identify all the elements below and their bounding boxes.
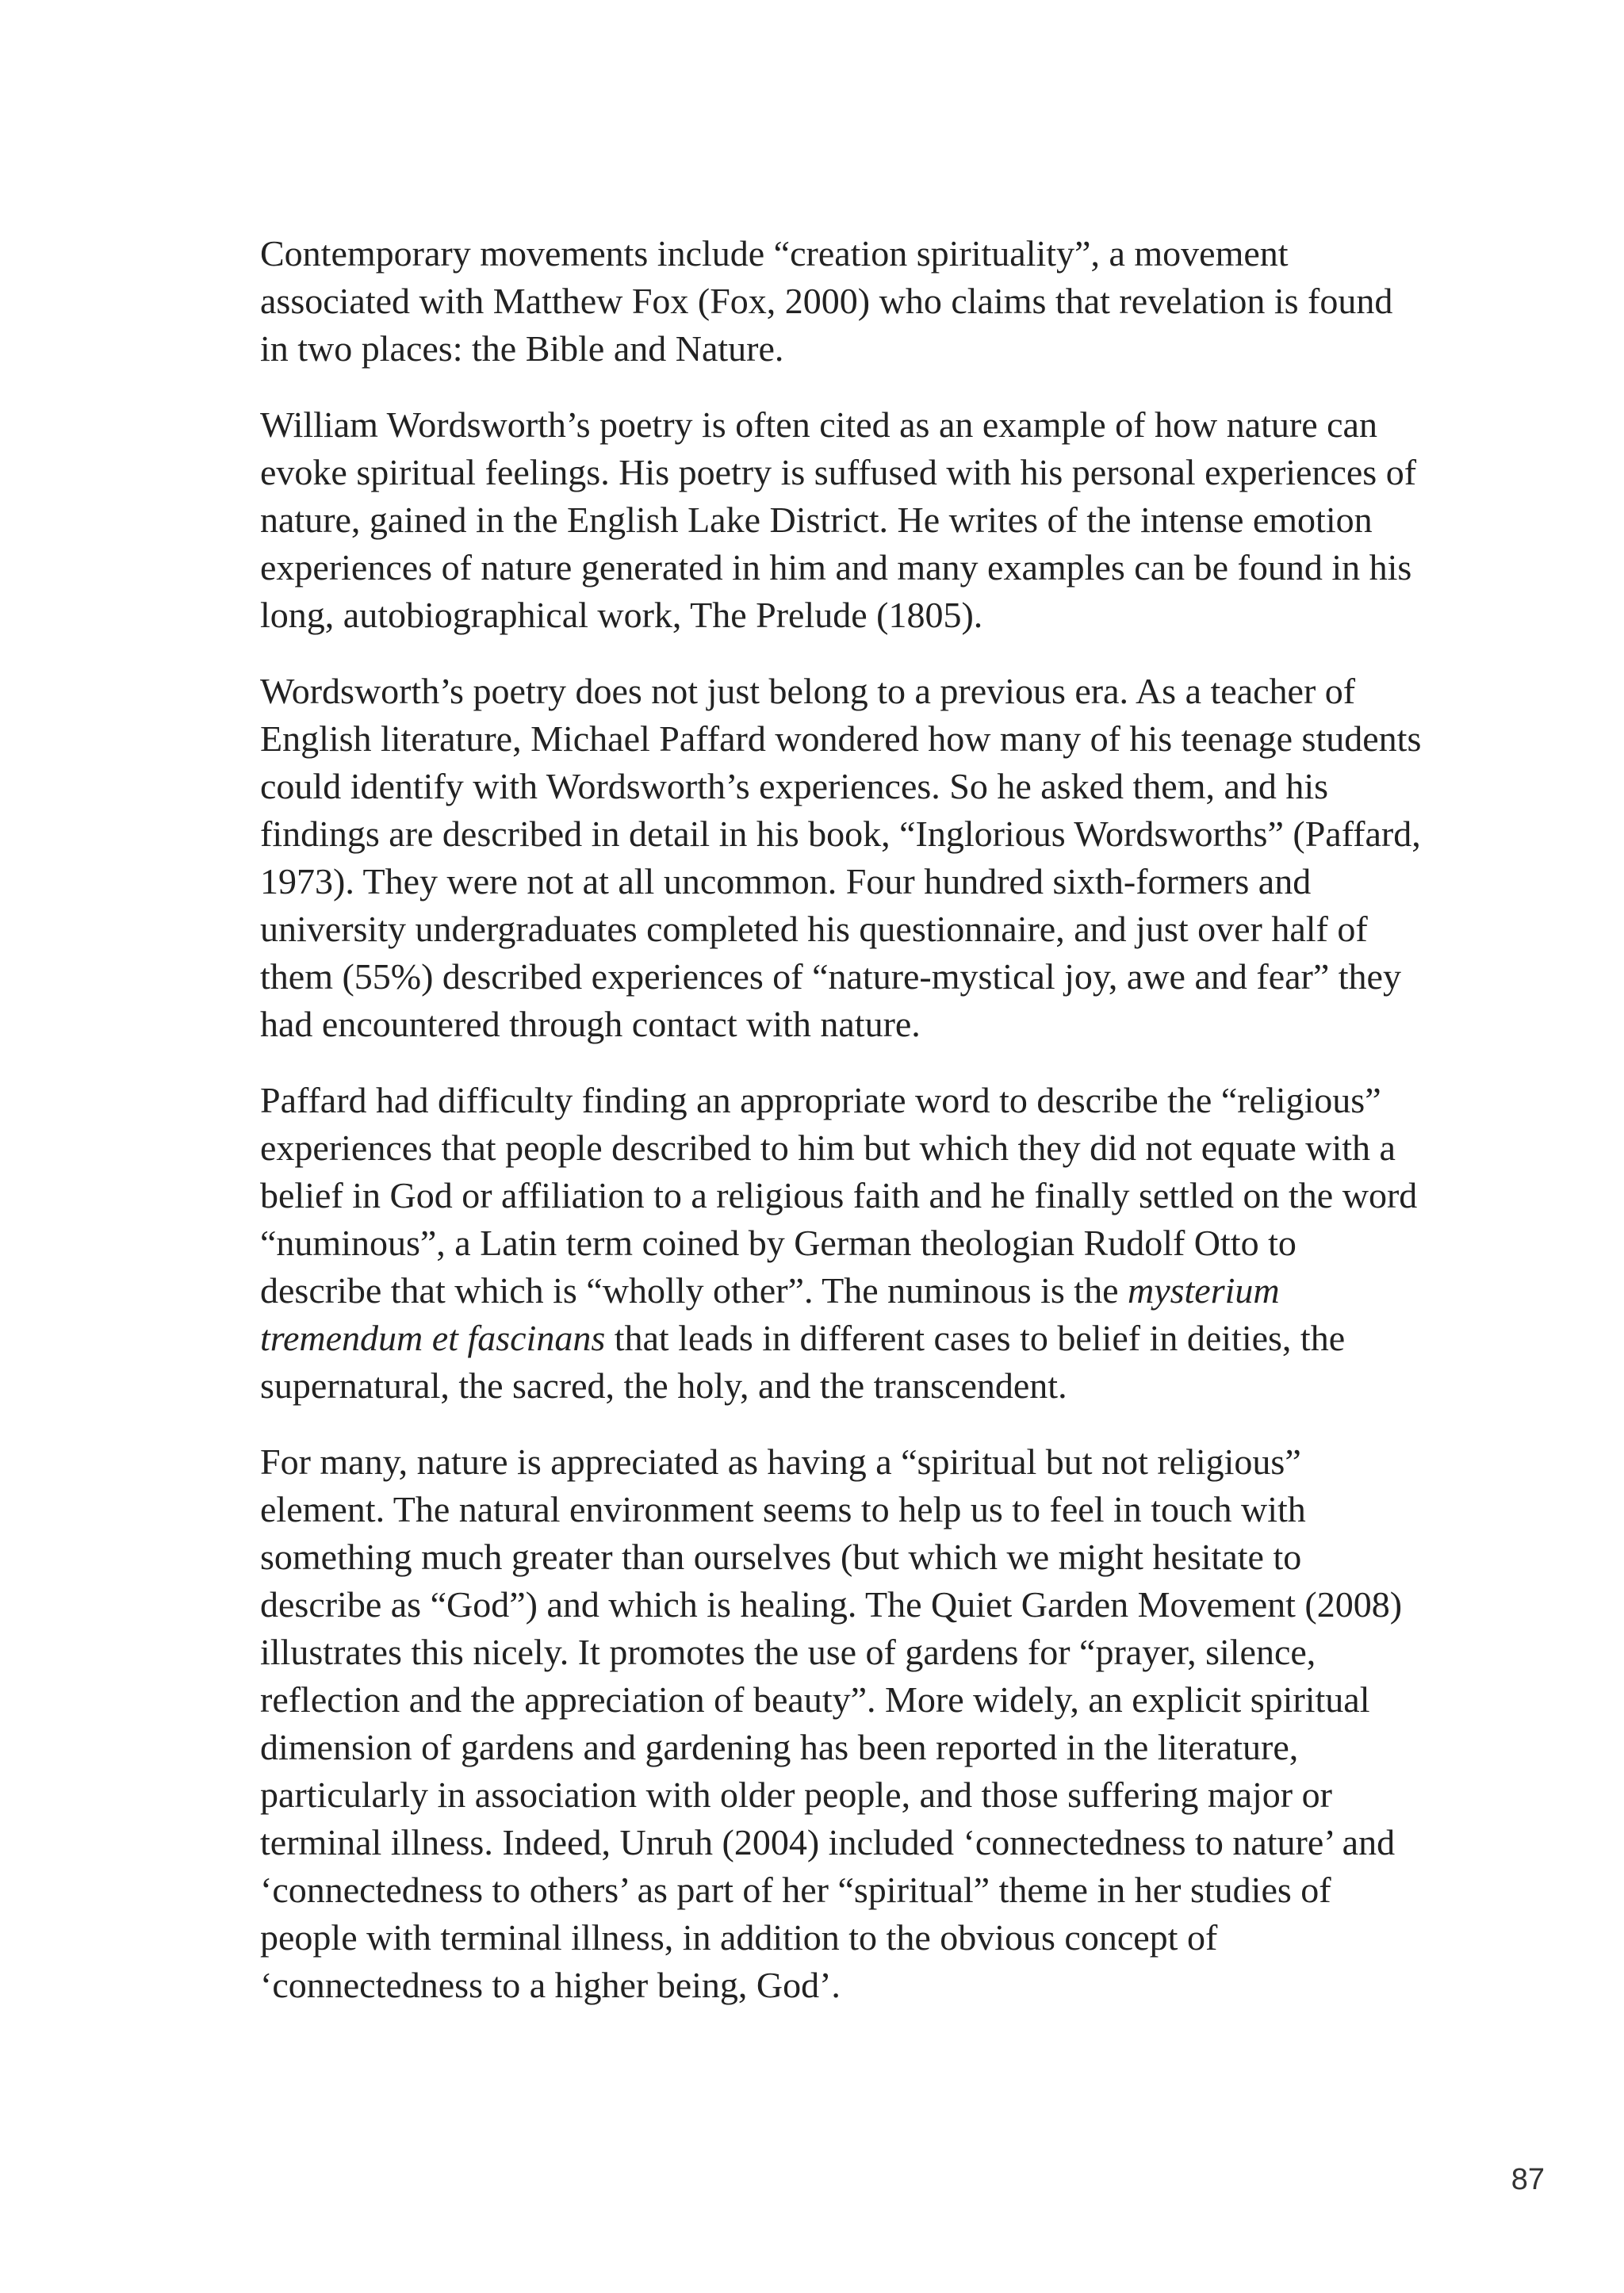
latin-phrase: mysterium tremendum et fascinans [260, 1270, 1280, 1358]
paragraph-paffard-study: Wordsworth’s poetry does not just belong to a previous era. As a teacher of English literature, Michael Paffard wondered how many of his teenage students could identify with Wordsworth’s experiences. So he asked them, and his findings are described in detail in his book, “Inglorious Wordsworths” (Paffard, 1973). They were not at all uncommon. Four hundred sixth-formers and university undergraduates completed his questionnaire, and just over half of them (55%) described experiences of “nature-mystical joy, awe and fear” they had encountered through contact with nature. [260, 671, 1422, 1044]
paragraph-creation-spirituality: Contemporary movements include “creation spirituality”, a movement associated with Matthew Fox (Fox, 2000) who claims that revelation is found in two places: the Bible and Nature. [260, 233, 1393, 369]
numinous-text-after: that leads in different cases to belief in deities, the supernatural, the sacred, the holy, and the transcendent. [260, 1318, 1346, 1406]
page-number: 87 [1511, 2163, 1545, 2196]
body-text [260, 230, 1426, 2009]
paragraph-numinous [260, 1077, 1426, 1410]
numinous-text-before: Paffard had difficulty finding an appropriate word to describe the “religious” experiences that people described to him but which they did not equate with a belief in God or affiliation to a religious faith and he finally settled on the word “numinous”, a Latin term coined by German theologian Rudolf Otto to describe that which is “wholly other”. The numinous is the [260, 1080, 1418, 1311]
paragraph-wordsworth-poetry: William Wordsworth’s poetry is often cited as an example of how nature can evoke spiritual feelings. His poetry is suffused with his personal experiences of nature, gained in the English Lake District. He writes of the intense emotion experiences of nature generated in him and many examples can be found in his long, autobiographical work, The Prelude (1805). [260, 404, 1417, 635]
paragraph-spiritual-gardens: For many, nature is appreciated as having a “spiritual but not religious” element. The natural environment seems to help us to feel in touch with something much greater than ourselves (but which we might hesitate to describe as “God”) and which is healing. The Quiet Garden Movement (2008) illustrates this nicely. It promotes the use of gardens for “prayer, silence, reflection and the appreciation of beauty”. More widely, an explicit spiritual dimension of gardens and gardening has been reported in the literature, particularly in association with older people, and those suffering major or terminal illness. Indeed, Unruh (2004) included ‘connectedness to nature’ and ‘connectedness to others’ as part of her “spiritual” theme in her studies of people with terminal illness, in addition to the obvious concept of ‘connectedness to a higher being, God’. [260, 1441, 1403, 2005]
